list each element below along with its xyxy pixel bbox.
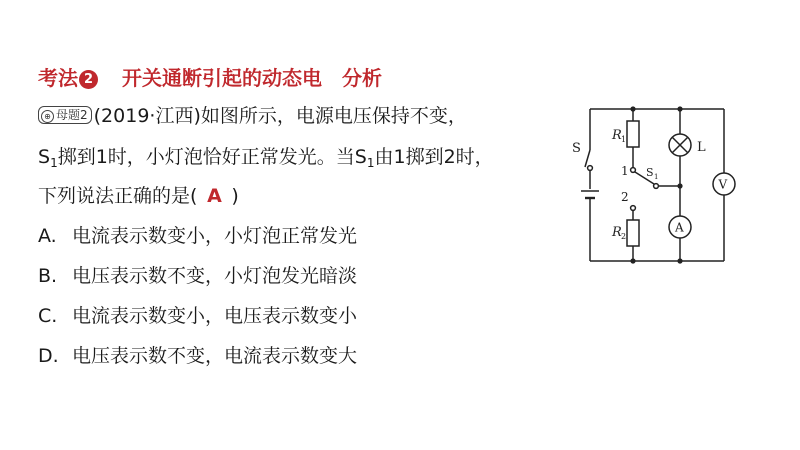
label-r1-sub: 1 [621, 135, 627, 144]
option-d[interactable] [38, 342, 357, 370]
question-line-1 [38, 102, 467, 130]
s1-symbol: S [38, 146, 51, 168]
s1-subscript: 1 [50, 156, 58, 170]
question-close-paren: ) [231, 185, 239, 207]
label-r2: R [612, 225, 622, 240]
circuit-diagram [560, 95, 790, 270]
label-lamp: L [697, 140, 706, 155]
question-line-2 [38, 143, 494, 177]
badge-icon: ⊕ [41, 110, 54, 123]
contact-1 [631, 168, 636, 173]
main-switch-contact [588, 166, 593, 171]
label-contact-1: 1 [621, 164, 629, 178]
option-text: 电压表示数不变，小灯泡发光暗淡 [72, 265, 358, 287]
option-c[interactable] [38, 302, 357, 330]
option-letter: A. [38, 225, 57, 247]
option-b[interactable] [38, 262, 357, 290]
label-main-switch: S [572, 141, 581, 156]
heading-prefix: 考法 [38, 66, 78, 90]
junction-dot [677, 106, 682, 111]
section-heading [38, 62, 382, 91]
option-a[interactable] [38, 222, 357, 250]
badge-label: 母题2 [56, 108, 88, 122]
label-ammeter: A [675, 220, 684, 235]
junction-dot [630, 258, 635, 263]
resistor-r2 [627, 220, 639, 246]
question-badge [38, 106, 92, 124]
s1-pivot [654, 184, 659, 189]
main-switch-blade [585, 150, 590, 167]
option-letter: B. [38, 265, 58, 287]
option-text: 电流表示数变小，电压表示数变小 [72, 305, 358, 327]
heading-title-a: 开关通断引起的动态电 [122, 66, 322, 90]
label-contact-2: 2 [621, 190, 629, 204]
question-text-1: (2019·江西)如图所示，电源电压保持不变， [93, 105, 467, 127]
option-letter: D. [38, 345, 59, 367]
answer-label: A [207, 185, 222, 207]
junction-dot [677, 183, 682, 188]
junction-dot [677, 258, 682, 263]
label-r1: R [612, 128, 622, 143]
label-voltmeter: V [718, 177, 728, 192]
question-text-2b: 由1掷到2时， [374, 146, 494, 168]
question-text-3: 下列说法正确的是( [38, 185, 198, 207]
contact-2 [631, 206, 636, 211]
s1-subscript-2: 1 [366, 156, 375, 170]
heading-number-badge: 2 [79, 70, 98, 89]
question-text-2: 掷到1时，小灯泡恰好正常发光。当S [57, 146, 367, 168]
junction-dot [630, 106, 635, 111]
resistor-r1 [627, 121, 639, 147]
option-letter: C. [38, 305, 58, 327]
label-s1: S [646, 166, 654, 179]
option-text: 电压表示数不变，电流表示数变大 [72, 345, 358, 367]
label-s1-sub: 1 [654, 173, 659, 181]
option-text: 电流表示数变小，小灯泡正常发光 [72, 225, 358, 247]
label-r2-sub: 2 [621, 232, 627, 241]
question-line-3 [38, 182, 239, 210]
heading-title-b: 分析 [342, 66, 382, 90]
